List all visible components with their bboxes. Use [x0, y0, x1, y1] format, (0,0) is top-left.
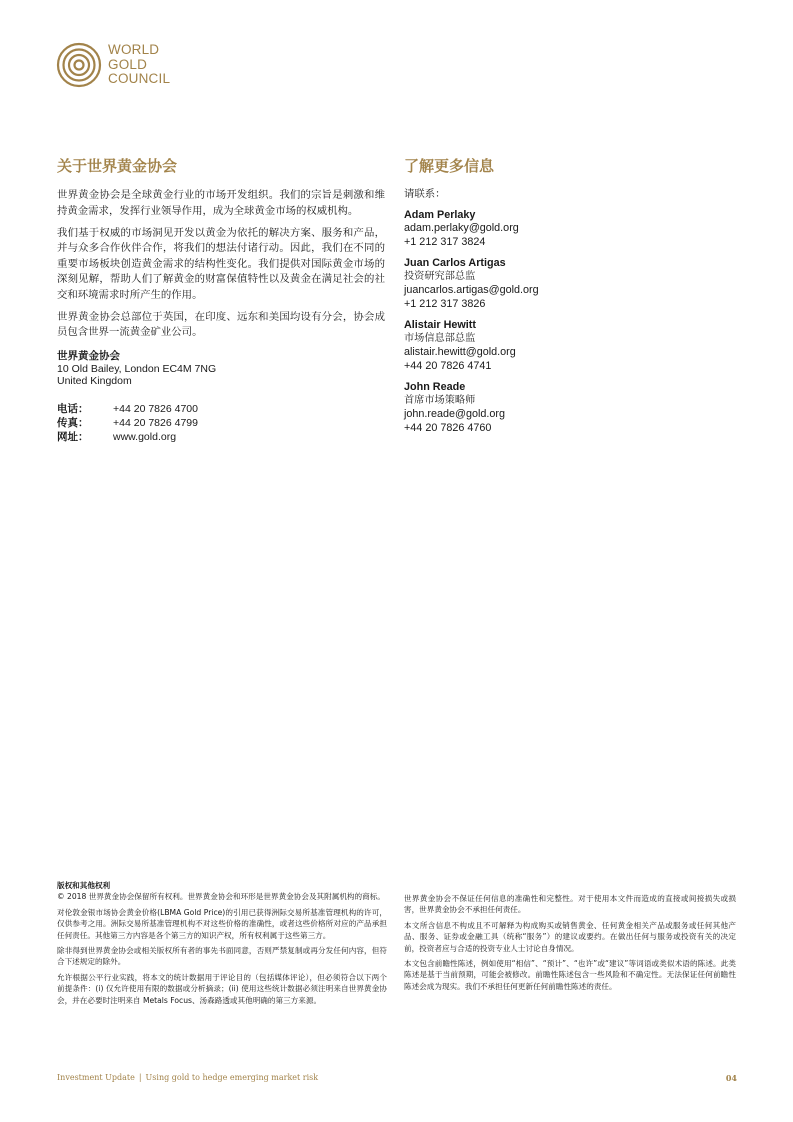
contact-phone: +44 20 7826 4741 [404, 359, 492, 372]
logo-line-1: WORLD [108, 42, 160, 57]
disclaimer-left [57, 880, 387, 1010]
disclaimer-paragraph: © 2018 世界黄金协会保留所有权利。世界黄金协会和环形是世界黄金协会及其附属机构的商标。 [57, 892, 385, 902]
page-number: 04 [725, 1073, 737, 1083]
world-gold-council-logo [56, 42, 196, 90]
org-name: 世界黄金协会 [57, 349, 120, 362]
contact-name: John Reade [404, 381, 466, 393]
web-label: 网址： [57, 430, 89, 443]
disclaimer-paragraph: 除非得到世界黄金协会或相关版权所有者的事先书面同意，否则严禁复制或再分发任何内容，但符合下述规定的除外。 [57, 946, 387, 967]
contact-role: 投资研究部总监 [404, 271, 476, 282]
about-paragraph-2: 我们基于权威的市场洞见开发以黄金为依托的解决方案、服务和产品，并与众多合作伙伴合作，将我们的想法付诸行动。因此，我们在不同的重要市场板块创造黄金需求的结构性变化。我们提供对国际黄金市场的深刻见解，帮助人们了解黄金的财富保值特性以及黄金在满足社会的社交和环境需求时所产生的作用。 [57, 226, 385, 301]
please-contact-label: 请联系： [404, 188, 446, 200]
gold-rings-icon [56, 42, 102, 88]
web-link[interactable]: www.gold.org [113, 430, 177, 443]
address-line-2: United Kingdom [57, 375, 132, 387]
contact-card [404, 381, 734, 435]
tel-label: 电话： [57, 402, 89, 415]
contact-phone: +1 212 317 3826 [404, 297, 486, 310]
contact-card [404, 257, 734, 311]
footer-publication: Investment Update [57, 1073, 135, 1082]
contact-email[interactable]: john.reade@gold.org [404, 408, 506, 420]
contact-card [404, 209, 734, 249]
disclaimer-paragraph: 世界黄金协会不保证任何信息的准确性和完整性。对于使用本文件而造成的直接或间接损失或损害，世界黄金协会不承担任何责任。 [404, 894, 736, 915]
contact-name: Alistair Hewitt [404, 319, 476, 331]
page-footer [57, 1073, 737, 1087]
disclaimer-paragraph: 本文所含信息不构成且不可解释为构成购买或销售黄金、任何黄金相关产品或服务或任何其他产品、服务、证券或金融工具（统称“服务”）的建议或要约。在做出任何与服务或投资有关的决定前，投资者应与合适的投资专业人士讨论自身情况。 [404, 920, 736, 953]
contact-info [57, 402, 385, 444]
contact-email[interactable]: adam.perlaky@gold.org [404, 222, 519, 234]
more-info-section [404, 155, 734, 435]
disclaimer-heading: 版权和其他权利 [57, 881, 111, 890]
about-paragraph-3: 世界黄金协会总部位于英国，在印度、远东和美国均设有分会，协会成员包含世界一流黄金矿业公司。 [57, 310, 385, 338]
web-row [57, 430, 385, 444]
more-info-title: 了解更多信息 [404, 157, 495, 175]
about-section [57, 155, 385, 444]
footer-subtitle: Using gold to hedge emerging market risk [145, 1073, 319, 1082]
disclaimer-paragraph: 对伦敦金银市场协会黄金价格(LBMA Gold Price)的引用已获得洲际交易所基准管理机构的许可，仅供参考之用。洲际交易所基准管理机构不对这些价格的准确性，或者这些价格所对应的产品承担任何责任。其他第三方内容是各个第三方的知识产权，所有权利属于这些第三方。 [57, 907, 387, 940]
footer-separator: | [138, 1073, 142, 1082]
tel-row [57, 402, 385, 416]
contact-email[interactable]: alistair.hewitt@gold.org [404, 346, 516, 358]
fax-label: 传真： [57, 416, 89, 429]
logo-line-2: GOLD [108, 56, 148, 72]
disclaimer-paragraph: 本文包含前瞻性陈述，例如使用“相信”、“预计”、“也许”或“建议”等词语或类似术语的陈述。此类陈述是基于当前预期，可能会被修改。前瞻性陈述包含一些风险和不确定性。无法保证任何前瞻性陈述会成为现实。我们不承担任何更新任何前瞻性陈述的责任。 [404, 959, 736, 991]
contact-role: 市场信息部总监 [404, 333, 476, 344]
tel-value: +44 20 7826 4700 [113, 402, 198, 415]
about-title: 关于世界黄金协会 [57, 157, 178, 175]
contact-phone: +44 20 7826 4760 [404, 421, 492, 434]
about-paragraph-1: 世界黄金协会是全球黄金行业的市场开发组织。我们的宗旨是刺激和维持黄金需求，发挥行业领导作用，成为全球黄金市场的权威机构。 [57, 189, 385, 217]
contact-name: Adam Perlaky [404, 209, 476, 221]
contact-card [404, 319, 734, 373]
logo-wordmark [108, 43, 170, 87]
fax-value: +44 20 7826 4799 [113, 416, 198, 429]
contact-email[interactable]: juancarlos.artigas@gold.org [404, 284, 539, 296]
contact-phone: +1 212 317 3824 [404, 235, 486, 248]
fax-row [57, 416, 385, 430]
disclaimer-paragraph: 允许根据公平行业实践，将本文的统计数据用于评论目的（包括媒体评论），但必须符合以下两个前提条件：(i) 仅允许使用有限的数据或分析摘录；(ii) 使用这些统计数据必须注明来自世界黄金协会，并在必要时注明来自 Metals Focus、汤森路透或其他明确的第三方来源。 [57, 972, 387, 1005]
disclaimer-right [404, 893, 736, 996]
contact-name: Juan Carlos Artigas [404, 257, 506, 269]
address-line-1: 10 Old Bailey, London EC4M 7NG [57, 362, 217, 375]
contact-role: 首席市场策略师 [404, 395, 476, 406]
logo-line-3: COUNCIL [108, 71, 171, 86]
